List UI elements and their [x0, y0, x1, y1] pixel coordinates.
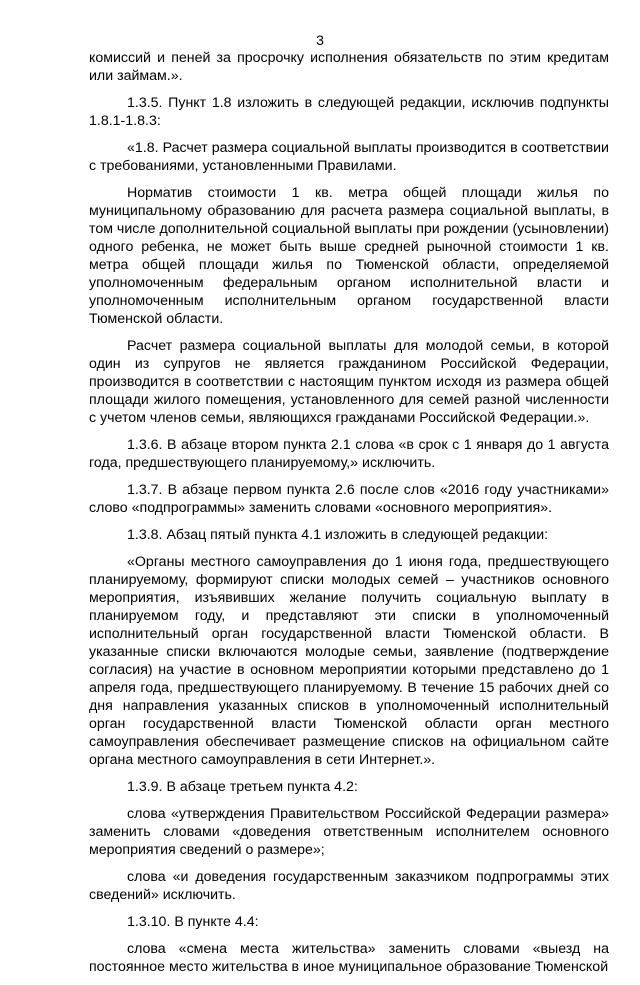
paragraph-local-authorities: «Органы местного самоуправления до 1 июня года, предшествующего планируемому, формируют списки молодых семей – участников основного мероприятия, изъявивших желание получить социальную выплату в планируемом году, и представляют эти списки в уполномоченный исполнительный орган государственной власти Тюменской области. В указанные списки включаются молодые семьи, заявление (подтверждение согласия) на участие в основном мероприятии которыми представлено до 1 апреля года, предшествующего планируемому. В течение 15 рабочих дней со дня направления указанных списков в уполномоченный исполнительный орган государственной власти Тюменской области орган местного самоуправления обеспечивает размещение списков на официальном сайте органа местного самоуправления в сети Интернет.». — [89, 554, 609, 768]
paragraph-normative-cost: Норматив стоимости 1 кв. метра общей площади жилья по муниципальному образованию для расчета размера социальной выплаты, в том числе дополнительной социальной выплаты при рождении (усыновлении) одного ребенка, не может быть выше средней рыночной стоимости 1 кв. метра общей площади жилья по Тюменской области, определяемой уполномоченным федеральным органом исполнительной власти и уполномоченным исполнительным органом государственной власти Тюменской области. — [89, 185, 610, 327]
paragraph-1-3-7: 1.3.7. В абзаце первом пункта 2.6 после слов «2016 году участниками» слово «подпрограммы» заменить словами «основного мероприятия». — [89, 482, 609, 516]
paragraph-continuation: комиссий и пеней за просрочку исполнения обязательств по этим кредитам или займам.». — [89, 50, 609, 84]
paragraph-1-3-6: 1.3.6. В абзаце втором пункта 2.1 слова «в срок с 1 января до 1 августа года, предшествующего планируемому,» исключить. — [89, 437, 609, 471]
paragraph-words-replace: слова «утверждения Правительством Российской Федерации размера» заменить словами «доведения ответственным исполнителем основного мероприятия сведений о размере»; — [89, 806, 609, 858]
document-body — [89, 49, 609, 985]
paragraph-1-3-8: 1.3.8. Абзац пятый пункта 4.1 изложить в следующей редакции: — [127, 527, 549, 543]
paragraph-words-exclude: слова «и доведения государственным заказчиком подпрограммы этих сведений» исключить. — [89, 869, 609, 903]
paragraph-1-8-quote: «1.8. Расчет размера социальной выплаты производится в соответствии с требованиями, установленными Правилами. — [89, 140, 609, 174]
paragraph-1-3-5: 1.3.5. Пункт 1.8 изложить в следующей редакции, исключив подпункты 1.8.1-1.8.3: — [89, 95, 609, 129]
page-number: 3 — [316, 32, 324, 48]
paragraph-1-3-9: 1.3.9. В абзаце третьем пункта 4.2: — [127, 779, 358, 795]
paragraph-1-3-10: 1.3.10. В пункте 4.4: — [127, 914, 259, 930]
paragraph-residence-change: слова «смена места жительства» заменить словами «выезд на постоянное место жительства в иное муниципальное образование Тюменской — [89, 941, 609, 975]
paragraph-calculation: Расчет размера социальной выплаты для молодой семьи, в которой один из супругов не является гражданином Российской Федерации, производится в соответствии с настоящим пунктом исходя из размера общей площади жилого помещения, установленного для семей разной численности с учетом членов семьи, являющихся гражданами Российской Федерации.». — [89, 338, 609, 426]
